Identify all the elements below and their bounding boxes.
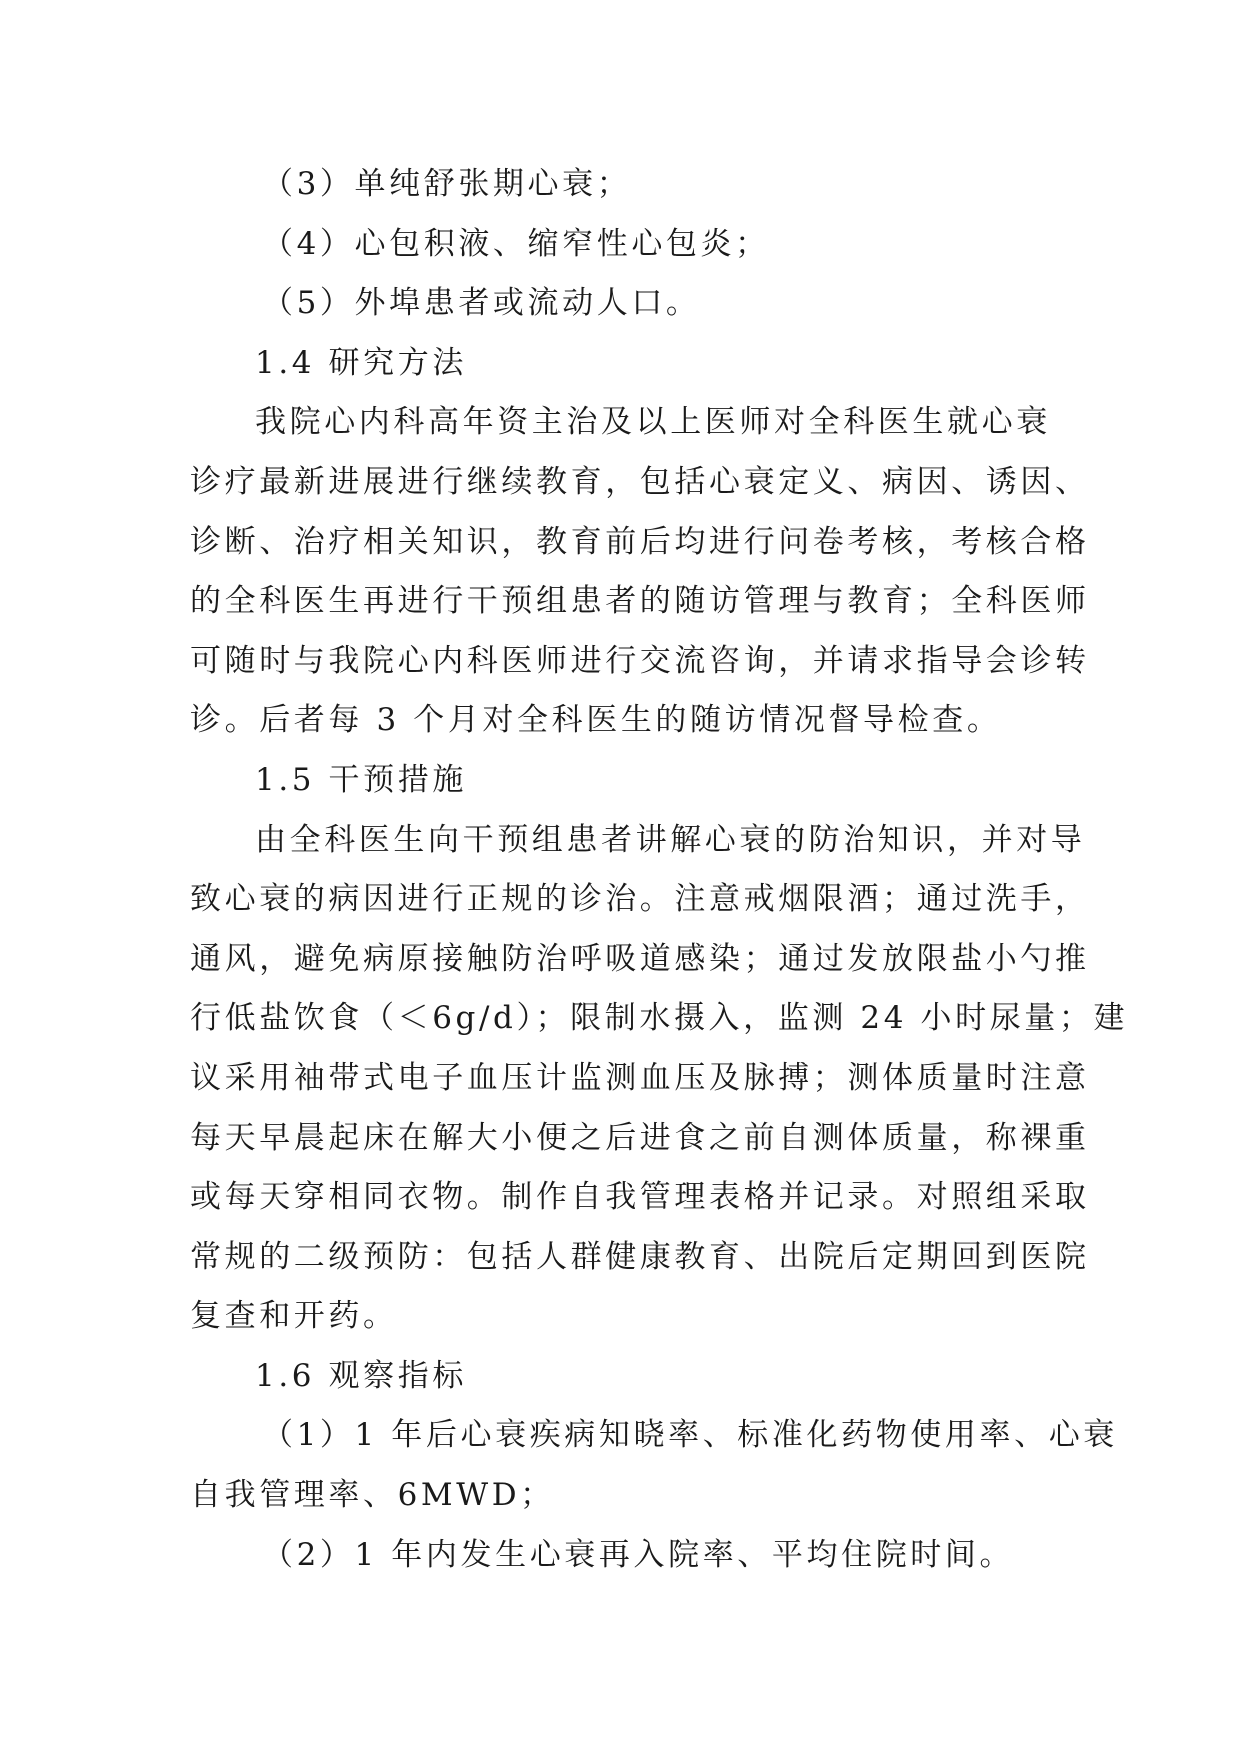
paragraph-line: 行低盐饮食（＜6g/d）；限制水摄入，监测 24 小时尿量；建 [190, 1000, 1129, 1037]
indicator-item-1: （1）1 年后心衰疾病知晓率、标准化药物使用率、心衰 [262, 1417, 1118, 1454]
paragraph-line: 自我管理率、6MWD； [190, 1477, 555, 1514]
paragraph-line: 诊疗最新进展进行继续教育，包括心衰定义、病因、诱因、 [190, 463, 1090, 500]
section-heading-1-5: 1.5 干预措施 [255, 761, 467, 798]
paragraph-line: 每天早晨起床在解大小便之后进食之前自测体质量，称裸重 [190, 1119, 1090, 1156]
exclusion-item-3: （3）单纯舒张期心衰； [262, 166, 632, 202]
paragraph-line: 复查和开药。 [190, 1298, 398, 1335]
section-heading-1-6: 1.6 观察指标 [255, 1357, 467, 1394]
paragraph-line: 常规的二级预防：包括人群健康教育、出院后定期回到医院 [190, 1238, 1090, 1275]
paragraph-line: 可随时与我院心内科医师进行交流咨询，并请求指导会诊转 [190, 642, 1090, 679]
paragraph-line: 通风，避免病原接触防治呼吸道感染；通过发放限盐小勺推 [190, 940, 1090, 977]
paragraph-line: 诊。后者每 3 个月对全科医生的随访情况督导检查。 [190, 702, 1002, 739]
paragraph-line: 诊断、治疗相关知识，教育前后均进行问卷考核，考核合格 [190, 523, 1090, 560]
paragraph-line: 由全科医生向干预组患者讲解心衰的防治知识，并对导 [255, 821, 1086, 858]
indicator-item-2: （2）1 年内发生心衰再入院率、平均住院时间。 [262, 1536, 1015, 1573]
exclusion-item-5: （5）外埠患者或流动人口。 [262, 285, 701, 322]
section-heading-1-4: 1.4 研究方法 [255, 344, 467, 381]
paragraph-line: 或每天穿相同衣物。制作自我管理表格并记录。对照组采取 [190, 1179, 1090, 1216]
paragraph-line: 的全科医生再进行干预组患者的随访管理与教育；全科医师 [190, 583, 1090, 620]
exclusion-item-4: （4）心包积液、缩窄性心包炎； [262, 225, 770, 262]
document-page [190, 155, 1129, 1585]
paragraph-line: 致心衰的病因进行正规的诊治。注意戒烟限酒；通过洗手， [190, 881, 1090, 918]
paragraph-line: 议采用袖带式电子血压计监测血压及脉搏；测体质量时注意 [190, 1059, 1090, 1096]
paragraph-line: 我院心内科高年资主治及以上医师对全科医生就心衰 [255, 404, 1051, 441]
